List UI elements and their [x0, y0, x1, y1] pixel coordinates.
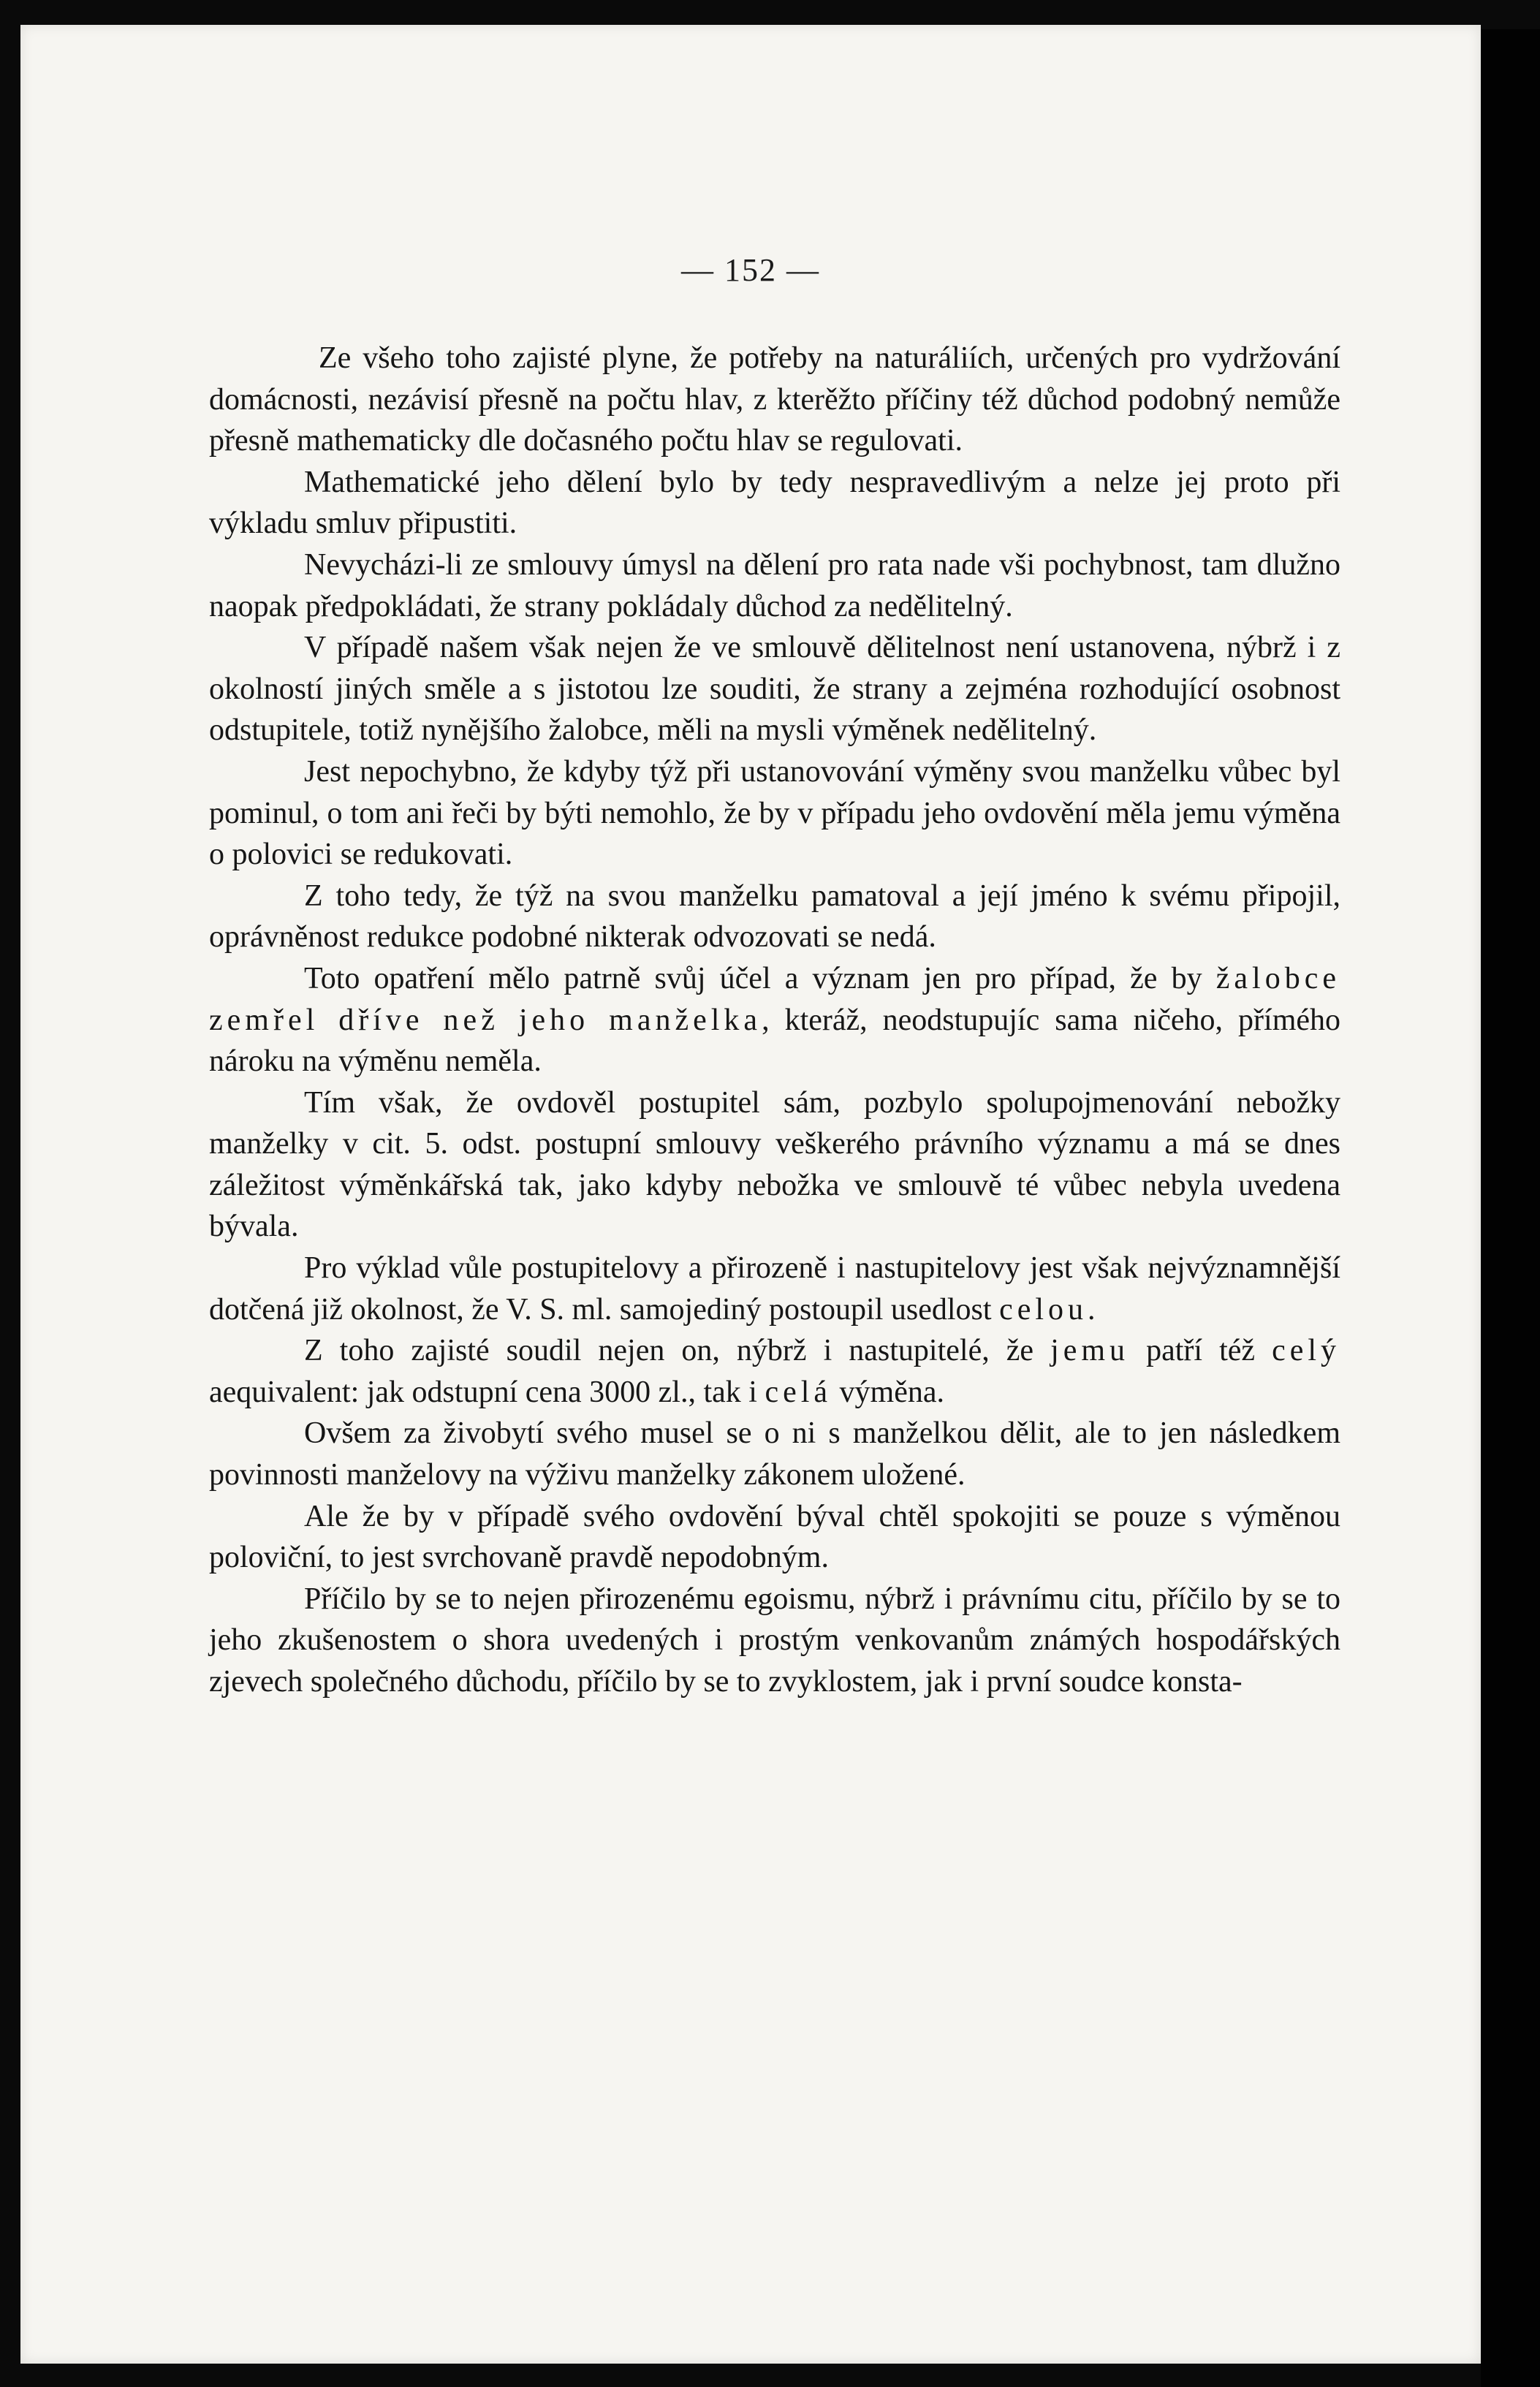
paragraph-12: Ale že by v případě svého ovdovění býval chtěl spokojiti se pouze s výměnou poloviční, to jest svrchovaně pravdě nepodobným. — [209, 1499, 1340, 1575]
page-number: — 152 — — [681, 252, 820, 288]
emphasized-text: celou — [999, 1292, 1088, 1327]
paragraph-11: Ovšem za živobytí svého musel se o ni s manželkou dělit, ale to jen následkem povinnosti manželovy na výživu manželky zákonem uložené. — [209, 1416, 1340, 1492]
paragraph-9: Pro výklad vůle postupitelovy a přirozeně i nastupitelovy jest však nejvýznamnější dotčená již okolnost, že V. S. ml. samojediný postoupil usedlost celou. — [209, 1251, 1340, 1327]
paragraph-2: Mathematické jeho dělení bylo by tedy nespravedlivým a nelze jej proto při výkladu smluv připustiti. — [209, 465, 1340, 541]
paragraph-4: V případě našem však nejen že ve smlouvě dělitelnost není ustanovena, nýbrž i z okolností jiných směle a s jistotou lze souditi, že strany a zejména rozhodující osobnost odstupitele, totiž nynějšího žalobce, měli na mysli výměnek nedělitelný. — [209, 631, 1340, 748]
paragraph-5: Jest nepochybno, že kdyby týž při ustanovování výměny svou manželku vůbec byl pominul, o tom ani řeči by býti nemohlo, že by v případu jeho ovdovění měla jemu výměna o polovici se redukovati. — [209, 754, 1340, 872]
paragraph-8: Tím však, že ovdověl postupitel sám, pozbylo spolupojmenování nebožky manželky v cit. 5. odst. postupní smlouvy veškerého právního významu a má se dnes záležitost výměnkářská tak, jako kdyby nebožka ve smlouvě té vůbec nebyla uvedena bývala. — [209, 1085, 1340, 1244]
paragraph-10: Z toho zajisté soudil nejen on, nýbrž i nastupitelé, že jemu patří též celý aequivalent: jak odstupní cena 3000 zl., tak i celá výměna. — [209, 1334, 1341, 1409]
paragraph-3: Nevycházi-li ze smlouvy úmysl na dělení pro rata nade vši pochybnost, tam dlužno naopak předpokládati, že strany pokládaly důchod za nedělitelný. — [209, 547, 1340, 623]
paragraph-7: Toto opatření mělo patrně svůj účel a význam jen pro případ, že by žalobce zemřel dříve než jeho manželka, kteráž, neodstupujíc sama ničeho, přímého nároku na výměnu neměla. — [209, 961, 1341, 1079]
scanned-page — [20, 25, 1481, 2364]
paragraph-6: Z toho tedy, že týž na svou manželku pamatoval a její jméno k svému připojil, oprávněnost redukce podobné nikterak odvozovati se nedá. — [209, 878, 1340, 955]
emphasized-text: celý — [1272, 1334, 1341, 1368]
paragraph-1: Ze všeho toho zajisté plyne, že potřeby na naturáliích, určených pro vydržování domácnosti, nezávisí přesně na počtu hlav, z kterěžto příčiny též důchod podobný nemůže přesně mathematicky dle dočasného počtu hlav se regulovati. — [209, 341, 1340, 458]
emphasized-text: jemu — [1050, 1334, 1130, 1368]
paragraph-13: Příčilo by se to nejen přirozenému egoismu, nýbrž i právnímu citu, příčilo by se to jeho zkušenostem o shora uvedených i prostým venkovanům známých hospodářských zjevech společného důchodu, příčilo by se to zvyklostem, jak i první soudce konsta- — [209, 1582, 1340, 1699]
scan-border-right — [1481, 29, 1540, 2387]
emphasized-text: celá — [765, 1375, 832, 1409]
body-text — [209, 338, 1340, 1703]
emphasized-text: žalobce zemřel dříve než jeho manželka — [209, 961, 1340, 1037]
